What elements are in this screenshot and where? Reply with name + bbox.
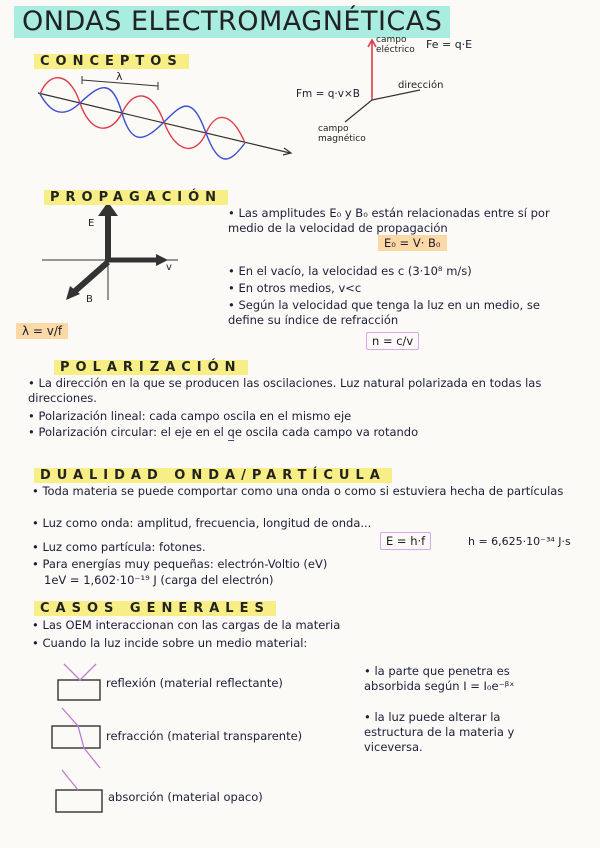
- section-casos: CASOS GENERALES: [34, 601, 276, 616]
- casos-bullet-2: • Cuando la luz incide sobre un medio material:: [32, 636, 308, 650]
- h-constant: h = 6,625·10⁻³⁴ J·s: [468, 535, 571, 548]
- casos-right-bullet-2: • la luz puede alterar la estructura de la materia y viceversa.: [364, 710, 515, 754]
- propagacion-bullet-3: • En otros medios, v<c: [228, 281, 362, 295]
- campo-electrico-label: campo eléctrico: [376, 35, 415, 55]
- e0-formula: E₀ = V· B₀: [378, 235, 447, 251]
- reflexion-box: [58, 680, 100, 700]
- polarizacion-bullet-1: • La dirección en la que se producen las oscilaciones. Luz natural polarizada en todas las direcciones.: [28, 376, 542, 405]
- magnetic-wave: [40, 88, 245, 159]
- axis-v-label: v: [166, 262, 172, 273]
- fm-formula: Fm = q·v×B: [296, 88, 360, 100]
- b-axis: [345, 100, 372, 122]
- page-title: ONDAS ELECTROMAGNÉTICAS: [14, 6, 450, 38]
- section-polarizacion: POLARIZACIÓN: [54, 360, 248, 375]
- reflexion-label: reflexión (material reflectante): [106, 676, 283, 690]
- polarizacion-bullet-2: • Polarización lineal: cada campo oscila en el mismo eje: [28, 409, 352, 423]
- polarizacion-bullet-3: • Polarización circular: el eje en el q̲e oscila cada campo va rotando: [28, 425, 419, 439]
- dualidad-bullet-4: • Para energías muy pequeñas: electrón-Voltio (eV): [32, 557, 328, 571]
- section-conceptos: CONCEPTOS: [34, 54, 189, 69]
- b-arrow: [74, 262, 108, 292]
- direccion-label: dirección: [398, 80, 444, 91]
- lambda-label: λ: [116, 70, 123, 83]
- n-formula: n = c/v: [366, 332, 419, 350]
- dualidad-bullet-3: • Luz como partícula: fotones.: [32, 540, 206, 554]
- casos-bullet-1: • Las OEM interaccionan con las cargas de la materia: [32, 618, 341, 632]
- absorcion-label: absorción (material opaco): [108, 790, 263, 804]
- direction-axis: [372, 90, 420, 100]
- section-dualidad: DUALIDAD ONDA/PARTÍCULA: [34, 468, 392, 483]
- fe-formula: Fe = q·E: [426, 38, 473, 51]
- refraccion-box: [52, 726, 100, 748]
- section-propagacion: PROPAGACIÓN: [44, 190, 228, 205]
- campo-magnetico-label: campo magnético: [318, 124, 366, 144]
- propagacion-bullet-1: • Las amplitudes E₀ y B₀ están relacionadas entre sí por medio de la velocidad de propagación: [228, 206, 550, 235]
- e-formula: E = h·f: [380, 532, 431, 550]
- lambda-formula: λ = v/f: [16, 323, 68, 339]
- absorcion-box: [56, 790, 102, 812]
- axis-b-label: B: [86, 294, 93, 305]
- axis-e-label: E: [88, 218, 95, 229]
- ev-line: 1eV = 1,602·10⁻¹⁹ J (carga del electrón): [44, 573, 274, 587]
- casos-right-bullet-1: • la parte que penetra es absorbida según I = I₀e⁻ᵝˣ: [364, 664, 515, 693]
- refraccion-label: refracción (material transparente): [106, 729, 303, 743]
- propagacion-bullet-4: • Según la velocidad que tenga la luz en un medio, se define su índice de refracción: [228, 298, 540, 327]
- dualidad-bullet-2: • Luz como onda: amplitud, frecuencia, longitud de onda...: [32, 516, 372, 530]
- propagacion-bullet-2: • En el vacío, la velocidad es c (3·10⁸ m/s): [228, 264, 472, 278]
- dualidad-bullet-1: • Toda materia se puede comportar como una onda o como si estuviera hecha de partículas: [32, 484, 564, 498]
